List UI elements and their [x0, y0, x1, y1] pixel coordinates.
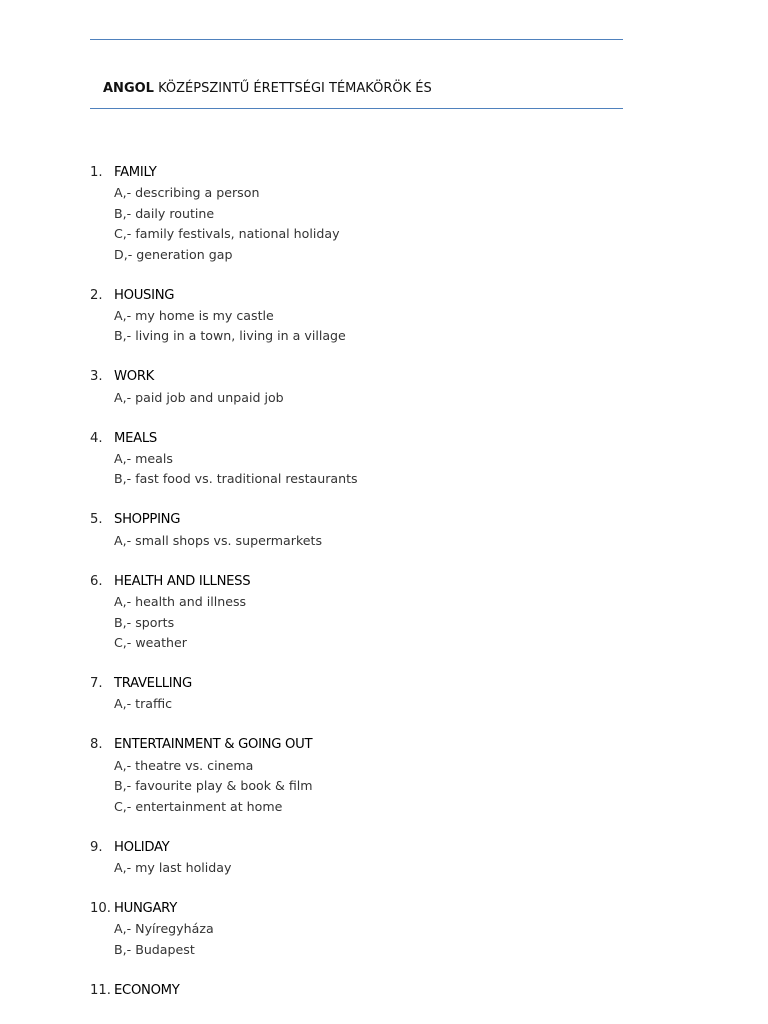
subtopic-list [90, 592, 650, 653]
topic-title: TRAVELLING [114, 675, 192, 691]
header-bottom-rule [90, 108, 623, 109]
topic-heading [90, 838, 650, 858]
topic-section [90, 674, 650, 715]
subtopic-item: B,- living in a town, living in a village [114, 328, 346, 344]
subtopic-item: D,- generation gap [114, 246, 233, 262]
topic-heading [90, 981, 650, 1001]
subtopic-item: A,- paid job and unpaid job [114, 389, 284, 405]
topic-number: 10. [90, 900, 111, 916]
topic-heading [90, 674, 650, 694]
topic-number: 5. [90, 512, 103, 528]
page-title [103, 80, 432, 98]
page-title-bold: ANGOL [103, 81, 154, 96]
subtopic-item: A,- health and illness [114, 594, 247, 610]
topic-section [90, 429, 650, 490]
subtopic-item: B,- daily routine [114, 205, 215, 221]
page-title-rest: KÖZÉPSZINTŰ ÉRETTSÉGI TÉMAKÖRÖK ÉS [153, 81, 432, 96]
subtopic-item: B,- favourite play & book & film [114, 778, 313, 794]
topic-heading [90, 286, 650, 306]
topic-section [90, 510, 650, 551]
header-top-rule [90, 39, 623, 40]
subtopic-list [90, 183, 650, 265]
subtopic-item: A,- Nyíregyháza [114, 921, 214, 937]
topic-section [90, 838, 650, 879]
subtopic-item: A,- theatre vs. cinema [114, 757, 254, 773]
subtopic-item: A,- traffic [114, 696, 173, 712]
topic-number: 8. [90, 737, 103, 753]
subtopic-list [90, 858, 650, 878]
topic-number: 1. [90, 165, 103, 180]
subtopic-list [90, 306, 650, 347]
subtopic-item: A,- my home is my castle [114, 307, 274, 323]
topic-heading [90, 429, 650, 449]
topic-number: 6. [90, 573, 103, 589]
subtopic-item: A,- my last holiday [114, 859, 232, 875]
topic-section [90, 735, 650, 817]
subtopic-item: A,- describing a person [114, 185, 260, 201]
topic-section [90, 899, 650, 960]
topic-heading [90, 899, 650, 919]
topic-title: HEALTH AND ILLNESS [114, 573, 251, 589]
topic-title: HUNGARY [114, 900, 177, 916]
topic-title: HOLIDAY [114, 839, 170, 855]
topic-number: 2. [90, 287, 103, 303]
subtopic-item: A,- small shops vs. supermarkets [114, 532, 323, 548]
topic-title: FAMILY [114, 165, 157, 180]
subtopic-item: B,- Budapest [114, 941, 195, 957]
topic-section [90, 572, 650, 654]
topic-number: 11. [90, 982, 111, 998]
subtopic-item: A,- meals [114, 451, 173, 467]
subtopic-item: C,- entertainment at home [114, 798, 283, 814]
subtopic-item: C,- family festivals, national holiday [114, 226, 340, 242]
topic-section [90, 981, 650, 1001]
topic-section [90, 367, 650, 408]
subtopic-item: B,- fast food vs. traditional restaurants [114, 471, 358, 487]
topic-heading [90, 735, 650, 755]
subtopic-list [90, 388, 650, 408]
subtopic-list [90, 919, 650, 960]
topic-title: ENTERTAINMENT & GOING OUT [114, 737, 313, 753]
topic-title: SHOPPING [114, 512, 181, 528]
subtopic-list [90, 531, 650, 551]
topic-number: 7. [90, 675, 103, 691]
topic-title: WORK [114, 369, 155, 385]
subtopic-item: B,- sports [114, 614, 175, 630]
topic-heading [90, 163, 650, 183]
subtopic-list [90, 694, 650, 714]
topic-heading [90, 510, 650, 530]
topic-section [90, 163, 650, 265]
topic-heading [90, 572, 650, 592]
topic-title: MEALS [114, 430, 157, 446]
subtopic-list [90, 449, 650, 490]
topic-number: 3. [90, 369, 103, 385]
subtopic-item: C,- weather [114, 635, 187, 650]
topic-heading [90, 367, 650, 387]
topic-section [90, 286, 650, 347]
topic-number: 9. [90, 839, 103, 855]
topic-list [90, 163, 650, 1022]
topic-title: ECONOMY [114, 982, 180, 998]
topic-number: 4. [90, 430, 103, 446]
subtopic-list [90, 756, 650, 817]
topic-title: HOUSING [114, 287, 175, 303]
